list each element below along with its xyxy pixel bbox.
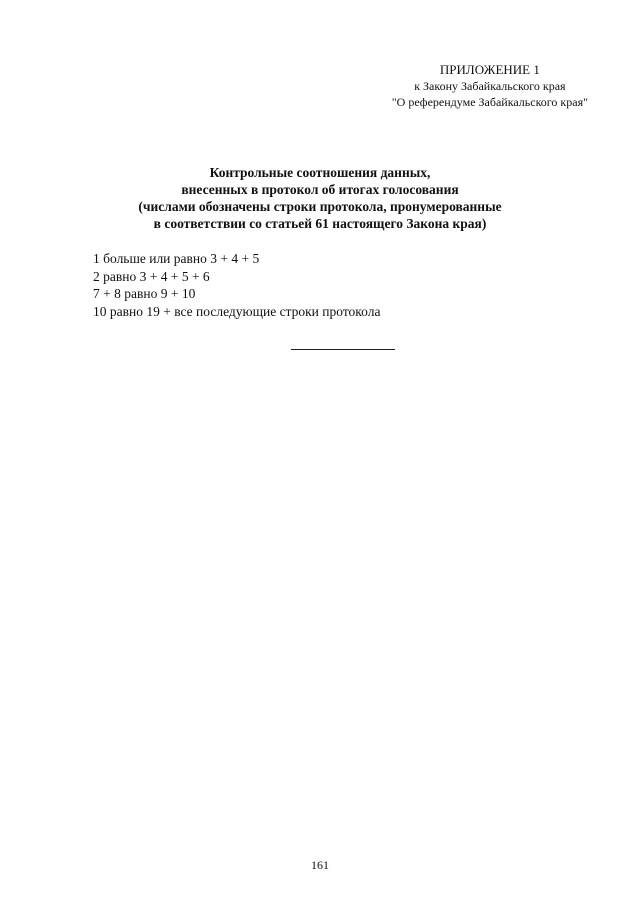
control-ratio-item: 1 больше или равно 3 + 4 + 5 [93,251,260,266]
appendix-law-reference: к Закону Забайкальского края [414,79,566,93]
appendix-law-title: "О референдуме Забайкальского края" [391,95,588,109]
page-number: 161 [311,858,329,872]
appendix-header [392,62,588,110]
control-ratios-list [93,250,380,320]
title-line: в соответствии со статьей 61 настоящего Закона края) [153,216,487,231]
title-line: внесенных в протокол об итогах голосования [181,182,459,197]
appendix-label: ПРИЛОЖЕНИЕ 1 [439,62,540,77]
control-ratio-item: 10 равно 19 + все последующие строки протокола [93,303,381,319]
document-title [0,164,640,232]
title-line: Контрольные соотношения данных, [209,165,431,180]
title-line: (числами обозначены строки протокола, пронумерованные [138,199,502,214]
control-ratio-item: 2 равно 3 + 4 + 5 + 6 [93,268,210,284]
control-ratio-item: 7 + 8 равно 9 + 10 [93,286,196,301]
end-separator-line [291,349,395,350]
